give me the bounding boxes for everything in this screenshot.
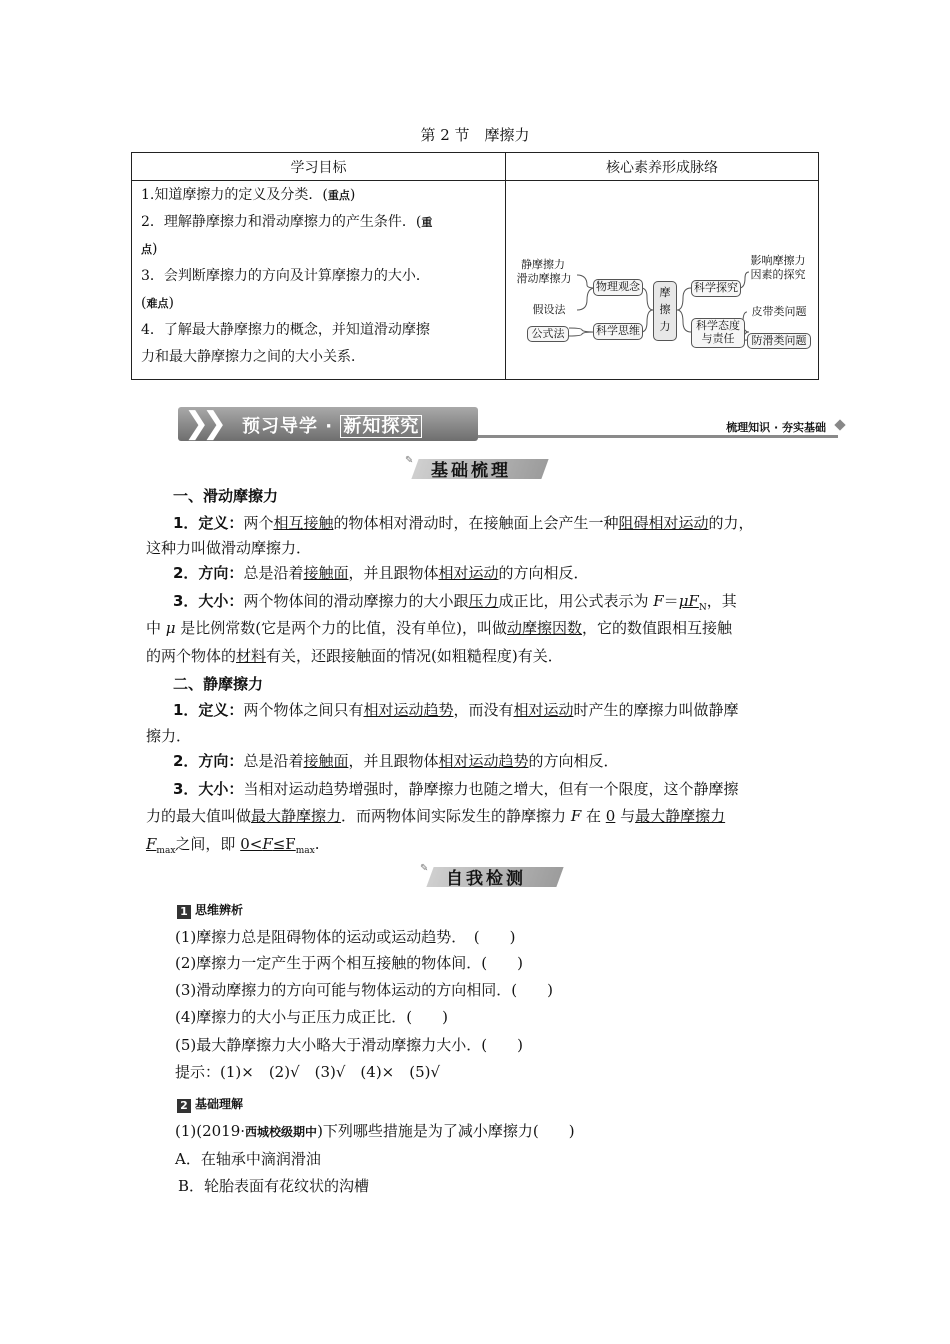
para-sliding-magnitude-cont2: 的两个物体的材料有关，还跟接触面的情况(如粗糙程度)有关． xyxy=(146,647,563,665)
node-friction-label: 摩擦力 xyxy=(659,286,671,333)
literacy-header: 核心素养形成脉络 xyxy=(506,153,819,181)
node-formula-method: 公式法 xyxy=(527,326,569,342)
number-badge-icon: 1 xyxy=(177,905,191,919)
option-b: B．轮胎表面有花纹状的沟槽 xyxy=(178,1177,370,1195)
para-static-direction: 2．方向：总是沿着接触面，并且跟物体相对运动趋势的方向相反． xyxy=(173,752,619,770)
para-static-magnitude-cont2: $F_{max}$之间，即 $0<F\le F_{max}$. xyxy=(146,835,320,856)
understand-question: (1)(2019·西城校级期中)下列哪些措施是为了减小摩擦力( ) xyxy=(175,1122,575,1140)
think-heading: 1 思维辨析 xyxy=(177,899,243,920)
think-hint: 提示：(1)× (2)√ (3)√ (4)× (5)√ xyxy=(175,1063,441,1081)
think-item: (1)摩擦力总是阻碍物体的运动或运动趋势． ( ) xyxy=(175,928,516,946)
concept-diagram xyxy=(507,182,817,378)
para-static-magnitude-cont: 力的最大值叫做最大静摩擦力．而两物体间实际发生的静摩擦力 F 在 0 与最大静摩擦力 xyxy=(146,807,726,825)
diamond-icon xyxy=(834,419,845,430)
heading-sliding: 一、滑动摩擦力 xyxy=(173,487,279,505)
goal-line: 3．会判断摩擦力的方向及计算摩擦力的大小． xyxy=(141,268,430,284)
objectives-table xyxy=(131,152,819,380)
think-item: (5)最大静摩擦力大小略大于滑动摩擦力大小．( ) xyxy=(175,1036,523,1054)
think-item: (2)摩擦力一定产生于两个相互接触的物体间．( ) xyxy=(175,954,523,972)
para-static-magnitude: 3．大小：当相对运动趋势增强时，静摩擦力也随之增大，但有一个限度，这个静摩擦 xyxy=(173,780,739,798)
node-attitude-line2: 与责任 xyxy=(701,332,735,345)
node-physics-concept: 物理观念 xyxy=(593,279,643,296)
para-sliding-definition-cont: 这种力叫做滑动摩擦力． xyxy=(146,539,312,557)
para-sliding-magnitude-cont: 中 μ 是比例常数(它是两个力的比值，没有单位)，叫做动摩擦因数，它的数值跟相互接触 xyxy=(146,619,733,637)
node-attitude-line1: 科学态度 xyxy=(696,319,740,332)
goal-line: 力和最大静摩擦力之间的大小关系． xyxy=(141,349,365,365)
pen-icon: ✎ xyxy=(420,863,429,874)
para-sliding-definition: 1．定义：两个相互接触的物体相对滑动时，在接触面上会产生一种阻碍相对运动的力， xyxy=(173,514,754,532)
think-item: (4)摩擦力的大小与正压力成正比．( ) xyxy=(175,1008,448,1026)
goal-line: (难点) xyxy=(141,295,174,311)
node-friction-center xyxy=(653,281,677,341)
page-title: 第 2 节 摩擦力 xyxy=(420,126,530,144)
section-basics: ✎ 基础梳理 xyxy=(405,455,555,479)
node-static-friction: 静摩擦力 xyxy=(521,258,565,271)
node-scientific-inquiry: 科学探究 xyxy=(691,280,741,297)
node-scientific-thinking: 科学思维 xyxy=(593,323,643,340)
banner-divider xyxy=(478,435,838,438)
goal-line: 点) xyxy=(141,241,158,257)
node-assumption-method: 假设法 xyxy=(532,303,566,316)
goal-line: 2．理解静摩擦力和滑动摩擦力的产生条件．(重 xyxy=(141,214,433,230)
node-antiskid-problems: 防滑类问题 xyxy=(747,333,811,349)
para-sliding-magnitude: 3．大小：两个物体间的滑动摩擦力的大小跟压力成正比，用公式表示为 $F=\mu F_N$，其 xyxy=(173,592,737,613)
chevron-icon: ❯ xyxy=(202,406,228,441)
node-belt-problems: 皮带类问题 xyxy=(751,305,807,318)
para-sliding-direction: 2．方向：总是沿着接触面，并且跟物体相对运动的方向相反． xyxy=(173,564,589,582)
node-sliding-friction: 滑动摩擦力 xyxy=(516,272,572,285)
option-a: A．在轴承中滴润滑油 xyxy=(175,1150,321,1168)
para-static-definition: 1．定义：两个物体之间只有相对运动趋势，而没有相对运动时产生的摩擦力叫做静摩 xyxy=(173,701,739,719)
section-self-check: ✎ 自我检测 xyxy=(420,863,570,887)
banner-title: 预习导学 · 新知探究 xyxy=(242,412,422,438)
objectives-cell xyxy=(132,181,506,380)
think-item: (3)滑动摩擦力的方向可能与物体运动的方向相同．( ) xyxy=(175,981,553,999)
section-banner xyxy=(178,407,848,443)
chevron-icon: ❯ xyxy=(184,406,210,441)
number-badge-icon: 2 xyxy=(177,1099,191,1113)
goal-line: 4．了解最大静摩擦力的概念，并知道滑动摩擦 xyxy=(141,322,430,338)
objectives-header: 学习目标 xyxy=(132,153,506,181)
node-influence-factors: 影响摩擦力 因素的探究 xyxy=(750,254,806,281)
para-static-definition-cont: 擦力． xyxy=(146,727,192,745)
node-scientific-attitude xyxy=(691,318,745,348)
banner-subtitle: 梳理知识 · 夯实基础 xyxy=(726,421,826,434)
literacy-diagram-cell xyxy=(506,181,819,380)
understand-heading: 2 基础理解 xyxy=(177,1093,243,1114)
goal-line: 1.知道摩擦力的定义及分类．(重点) xyxy=(141,187,356,203)
heading-static: 二、静摩擦力 xyxy=(173,675,264,693)
pen-icon: ✎ xyxy=(405,455,414,466)
